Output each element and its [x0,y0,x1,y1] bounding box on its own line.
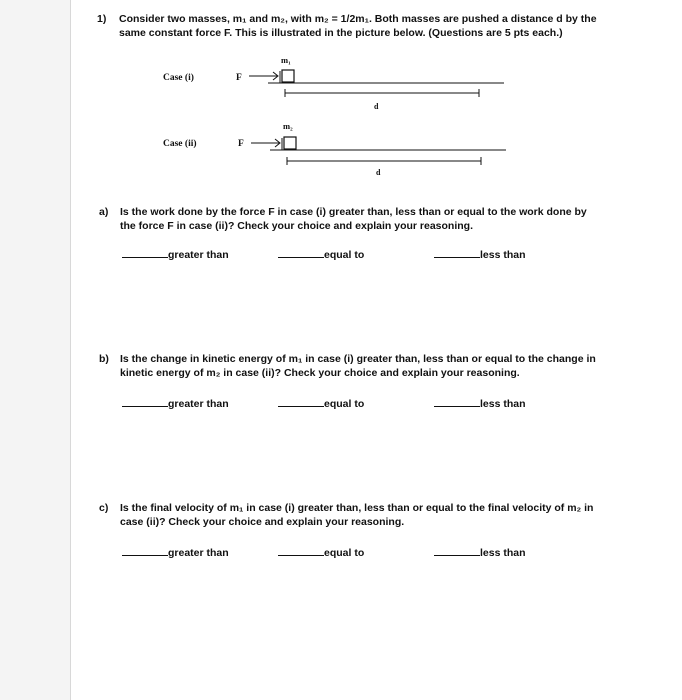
part-c-choice-less[interactable] [434,547,526,559]
mass2-label: m₂ [283,121,293,131]
part-a-choice-less[interactable] [434,249,526,261]
part-c-blank-equal[interactable] [278,555,324,556]
part-b-blank-equal[interactable] [278,406,324,407]
part-c-choice-greater[interactable] [122,547,229,559]
part-b-line2: kinetic energy of m₂ in case (ii)? Check your choice and explain your reasoning. [120,367,520,379]
case2-label: Case (ii) [163,139,197,149]
part-b-choice-less[interactable] [434,398,526,410]
part-b-line1: Is the change in kinetic energy of m₁ in case (i) greater than, less than or equal to the change in [120,353,596,365]
force-label-case2: F [238,139,244,149]
part-a-line2: the force F in case (ii)? Check your choice and explain your reasoning. [120,220,474,232]
choice-label: equal to [324,398,365,410]
choice-label: greater than [168,398,229,410]
choice-label: greater than [168,547,229,559]
choice-label: less than [480,547,526,559]
force-label-case1: F [236,73,242,83]
mass1-box [282,70,294,82]
part-a-choice-greater[interactable] [122,249,229,261]
choice-label: equal to [324,547,365,559]
part-a-blank-greater[interactable] [122,257,168,258]
part-b-letter: b) [99,353,109,365]
choice-label: less than [480,398,526,410]
part-c-blank-less[interactable] [434,555,480,556]
part-c-line1: Is the final velocity of m₁ in case (i) greater than, less than or equal to the final velocity of m₂ in [120,502,594,514]
part-b-blank-greater[interactable] [122,406,168,407]
choice-label: less than [480,249,526,261]
part-c-blank-greater[interactable] [122,555,168,556]
part-c-line2: case (ii)? Check your choice and explain your reasoning. [120,516,405,528]
case1-label: Case (i) [163,73,194,83]
part-a-line1: Is the work done by the force F in case (i) greater than, less than or equal to the work done by [120,206,587,218]
part-a-choice-equal[interactable] [278,249,364,261]
part-b-choice-equal[interactable] [278,398,364,410]
part-a-blank-equal[interactable] [278,257,324,258]
mass2-box [284,137,296,149]
choice-label: equal to [324,249,365,261]
question-intro-line1: Consider two masses, m₁ and m₂, with m₂ = 1/2m₁. Both masses are pushed a distance d by the [119,13,597,25]
distance-label-case2: d [376,168,381,177]
part-c-letter: c) [99,502,109,514]
part-a-blank-less[interactable] [434,257,480,258]
question-number: 1) [97,13,107,25]
part-b-choice-greater[interactable] [122,398,229,410]
distance-label-case1: d [374,102,379,111]
choice-label: greater than [168,249,229,261]
mass1-label: m₁ [281,55,291,65]
question-intro-line2: same constant force F. This is illustrated in the picture below. (Questions are 5 pts each.) [119,27,563,39]
case2-diagram [251,137,506,165]
part-c-choice-equal[interactable] [278,547,364,559]
document-page [70,0,682,700]
diagram-svg [71,0,682,200]
part-a-letter: a) [99,206,109,218]
case1-diagram [249,70,504,97]
part-b-blank-less[interactable] [434,406,480,407]
